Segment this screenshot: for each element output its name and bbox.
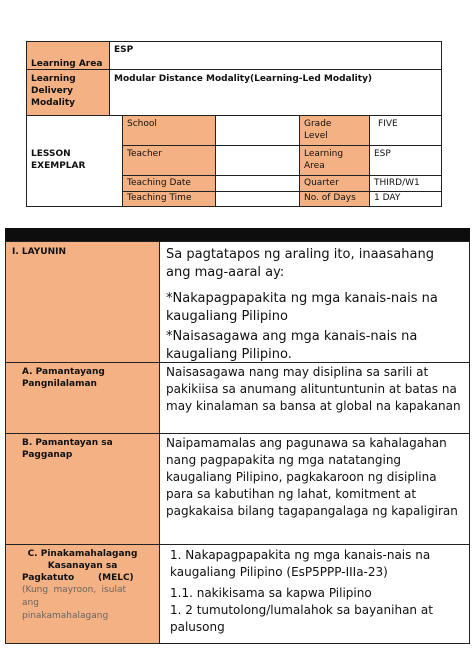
- learning-area-value: ESP: [114, 45, 134, 55]
- melc-label-line1: C. Pinakamahalagang: [27, 549, 138, 559]
- pagganap-label: B. Pamantayan sa Pagganap: [22, 438, 113, 460]
- school-label-cell: [122, 115, 216, 146]
- melc-item-1: 1. Nakapagpapakita ng mga kanais-nais na kaugaliang Pilipino (EsP5PPP-IIIa-23): [170, 548, 431, 579]
- teaching-date-label-cell: [122, 175, 216, 192]
- layunin-content-cell: [159, 241, 470, 363]
- days-label: No. of Days: [304, 193, 356, 203]
- melc-label-line3: Pagkatuto: [22, 573, 75, 583]
- layunin-item-1: *Nakapagpapakita ng mga kanais-nais na kaugaliang Pilipino: [166, 291, 438, 324]
- quarter-value: THIRD/W1: [374, 178, 420, 188]
- delivery-value-cell: [109, 69, 442, 116]
- school-label: School: [127, 119, 157, 129]
- melc-item-3: 1. 2 tumutolong/lumalahok sa bayanihan at palusong: [170, 603, 433, 634]
- grade-level-value-cell: [369, 115, 442, 146]
- melc-label-cell: [5, 544, 160, 644]
- pangnilalaman-label-cell: [5, 362, 160, 434]
- delivery-value: Modular Distance Modality(Learning-Led Modality): [114, 74, 373, 84]
- melc-note: (Kung mayroon, isulat ang pinakamahalagang: [22, 585, 126, 621]
- melc-item-2: 1.1. nakikisama sa kapwa Pilipino: [170, 586, 372, 600]
- quarter-label-cell: [299, 175, 370, 192]
- layunin-item-2: *Naisasagawa ang mga kanais-nais na kaugaliang Pilipino.: [166, 329, 418, 362]
- grade-level-value: FIVE: [378, 119, 398, 129]
- days-value: 1 DAY: [374, 193, 401, 203]
- learning-area-value-cell: [109, 41, 442, 70]
- quarter-value-cell: [369, 175, 442, 192]
- grade-level-label: Grade Level: [304, 119, 332, 141]
- pangnilalaman-content-cell: [159, 362, 470, 434]
- learning-area2-label: Learning Area: [304, 149, 344, 171]
- delivery-label: Learning Delivery Modality: [31, 74, 76, 108]
- learning-area-label: Learning Area: [31, 59, 103, 69]
- melc-content-cell: [159, 544, 470, 644]
- teacher-label-cell: [122, 145, 216, 176]
- layunin-label-cell: [5, 241, 160, 363]
- pangnilalaman-label: A. Pamantayang Pangnilalaman: [22, 367, 105, 389]
- pagganap-label-cell: [5, 433, 160, 545]
- teaching-date-label: Teaching Date: [127, 178, 191, 188]
- main-table-header-bar: [5, 228, 470, 242]
- learning-area2-value: ESP: [374, 149, 391, 159]
- days-label-cell: [299, 191, 370, 207]
- learning-area2-label-cell: [299, 145, 370, 176]
- pangnilalaman-text: Naisasagawa nang may disiplina sa sarili at pakikiisa sa anumang alituntuntunin at batas na may kinalaman sa bansa at global na kapakanan: [166, 365, 461, 413]
- learning-area2-value-cell: [369, 145, 442, 176]
- days-value-cell: [369, 191, 442, 207]
- layunin-label: I. LAYUNIN: [12, 247, 66, 257]
- quarter-label: Quarter: [304, 178, 339, 188]
- melc-label-line2: Kasanayan sa: [47, 561, 118, 571]
- teaching-date-value-cell: [215, 175, 300, 192]
- teaching-time-label: Teaching Time: [127, 193, 192, 203]
- learning-area-label-cell: [26, 41, 110, 70]
- teacher-value-cell: [215, 145, 300, 176]
- delivery-label-cell: [26, 69, 110, 116]
- melc-label-line3b: (MELC): [98, 573, 134, 583]
- teaching-time-label-cell: [122, 191, 216, 207]
- pagganap-text: Naipamamalas ang pagunawa sa kahalagahan nang pagpapakita ng mga natatanging kaugaliang Pilipino, pagkakaroon ng disiplina para sa kabutihan ng lahat, komitment at pagkakaisa bilang tagapangalaga ng kapaligiran: [166, 436, 458, 518]
- lesson-exemplar-cell: [26, 115, 123, 207]
- teacher-label: Teacher: [127, 149, 162, 159]
- pagganap-content-cell: [159, 433, 470, 545]
- grade-level-label-cell: [299, 115, 370, 146]
- teaching-time-value-cell: [215, 191, 300, 207]
- lesson-exemplar-label: LESSON EXEMPLAR: [31, 149, 86, 171]
- layunin-intro: Sa pagtatapos ng araling ito, inaasahang ang mag-aaral ay:: [166, 247, 434, 280]
- school-value-cell: [215, 115, 300, 146]
